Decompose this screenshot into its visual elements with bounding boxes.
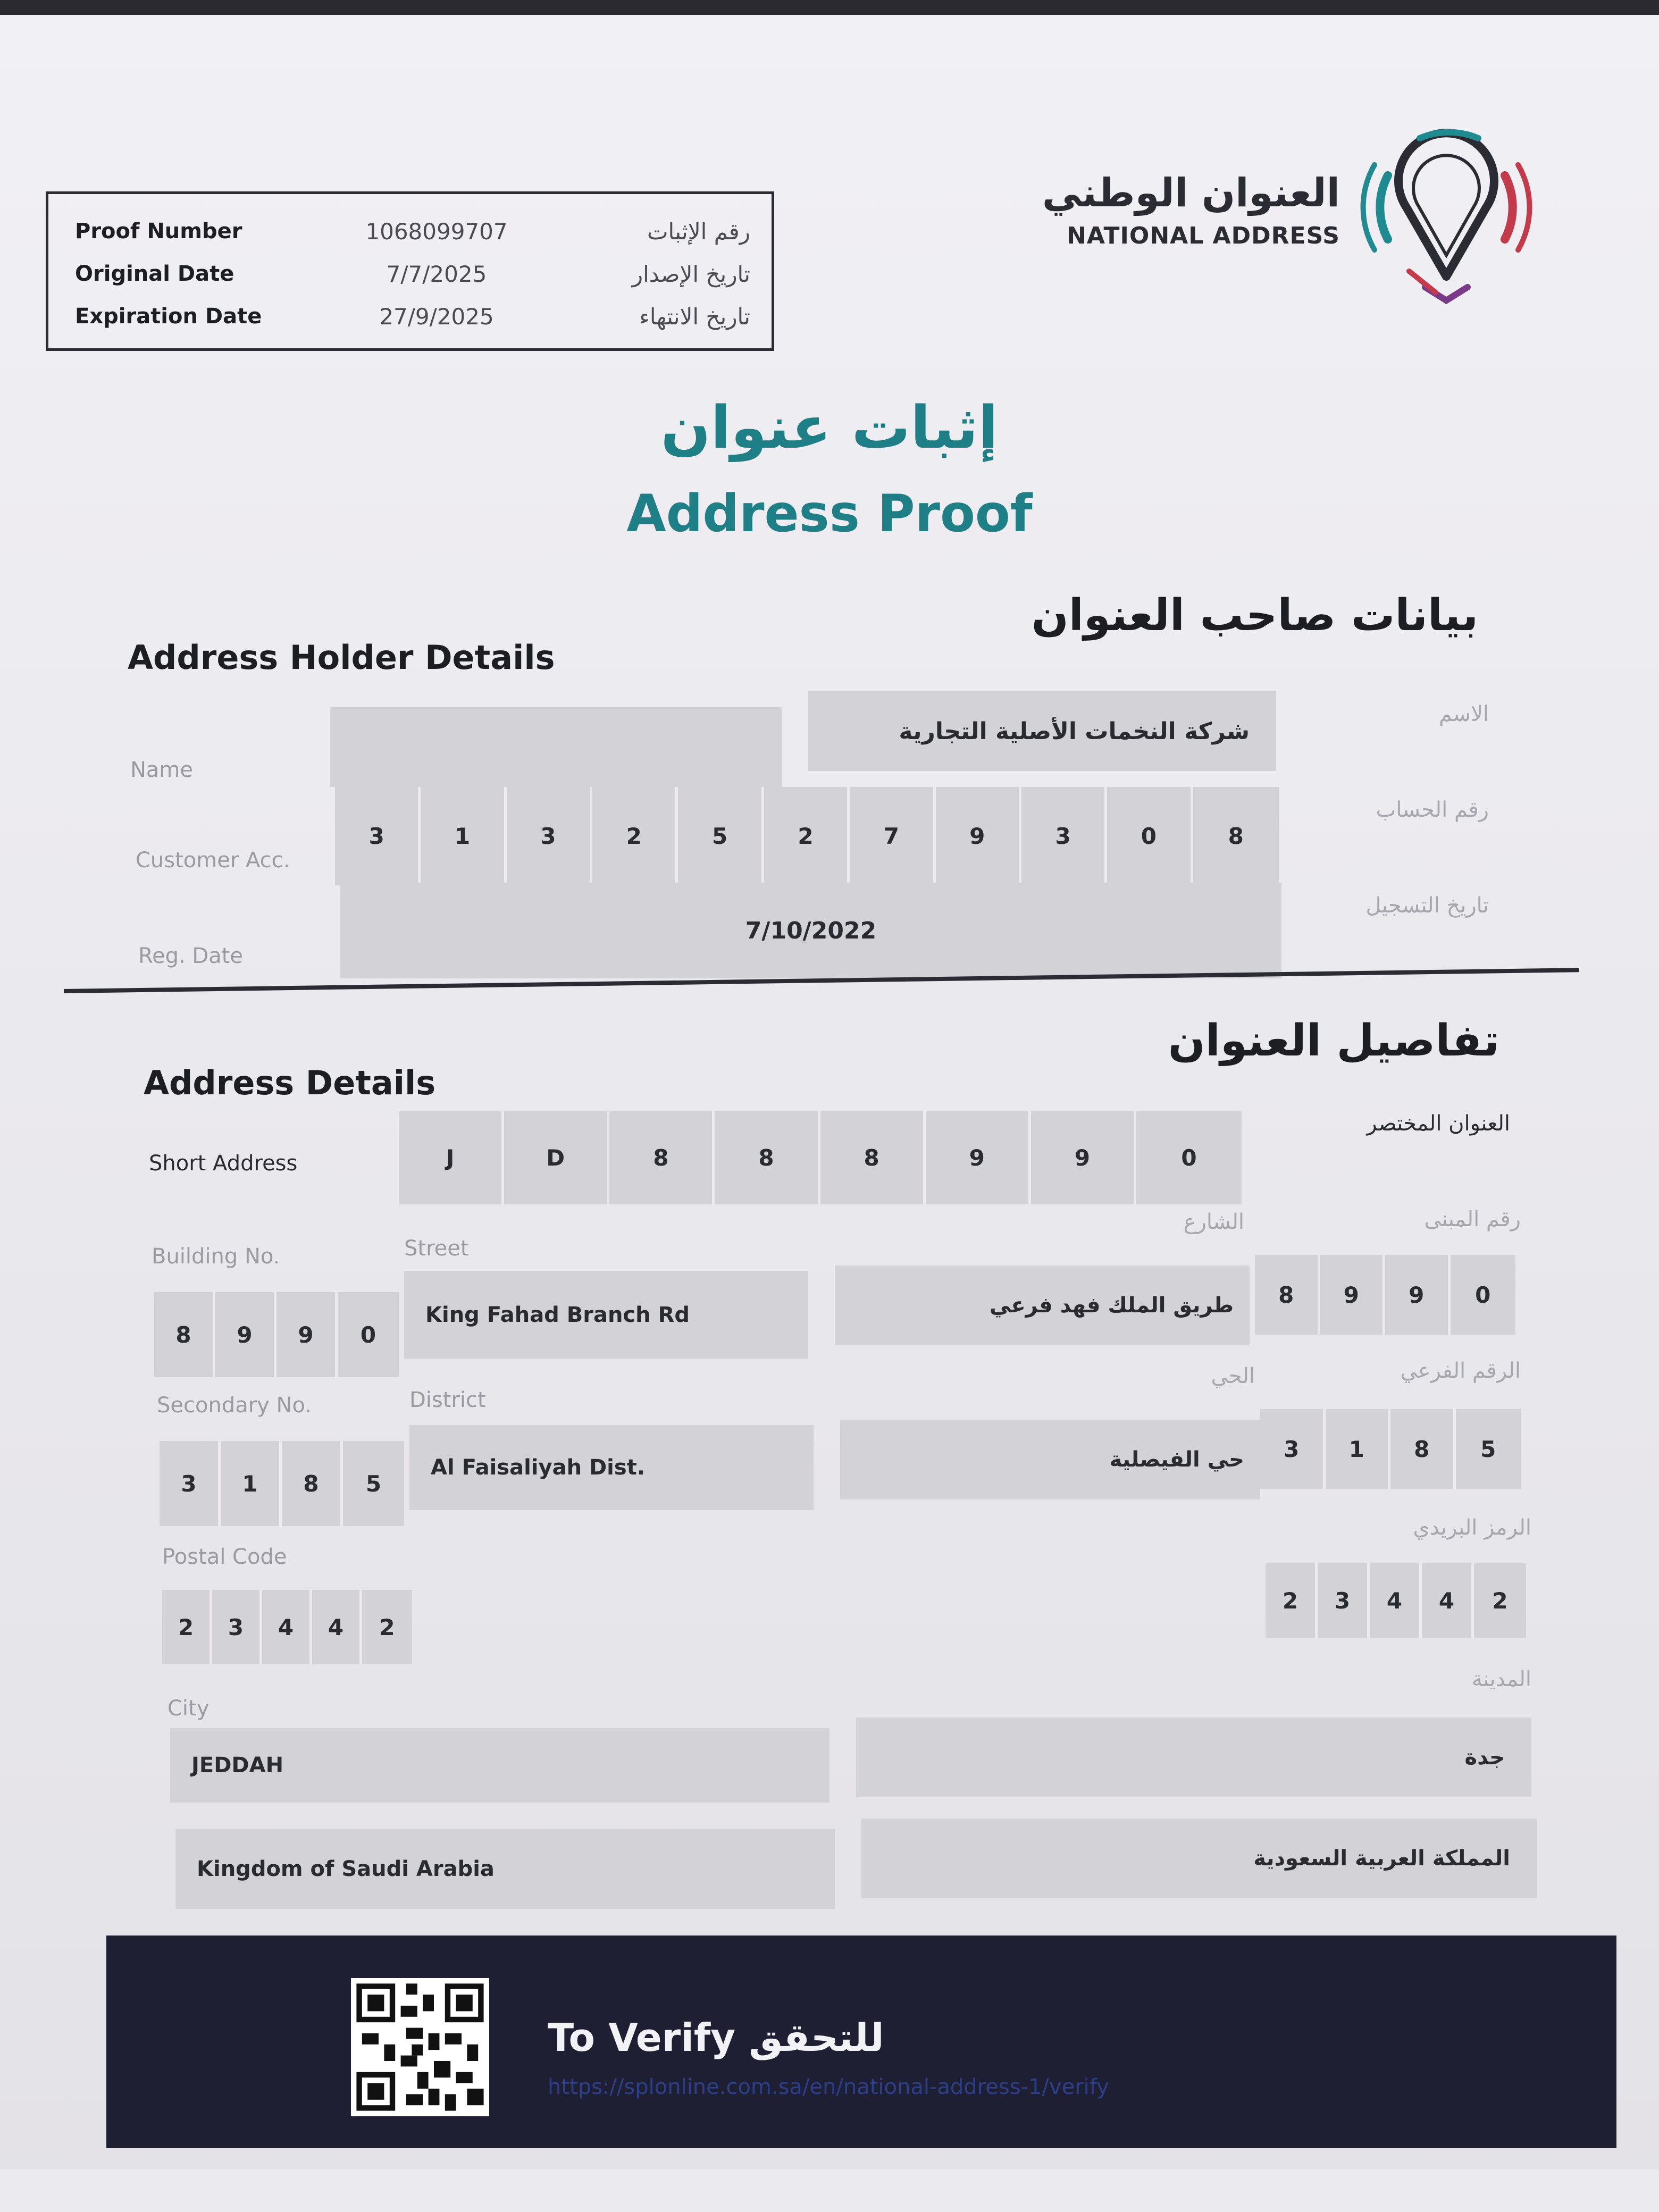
building-label: Building No. (152, 1244, 280, 1269)
digit-box: 3 (1021, 787, 1107, 885)
national-address-logo-icon (1356, 117, 1537, 308)
secondary-label-ar: الرقم الفرعي (1400, 1359, 1521, 1383)
name-field-ar: شركة النخمات الأصلية التجارية (808, 691, 1276, 771)
country-field-en: Kingdom of Saudi Arabia (175, 1829, 835, 1909)
original-date-row (75, 253, 750, 295)
bottom-strip (0, 2169, 1659, 2212)
digit-box: 0 (1451, 1255, 1516, 1335)
expiration-date-row (75, 295, 750, 338)
address-heading-ar: تفاصيل العنوان (1168, 1016, 1499, 1066)
building-number-digits (154, 1292, 399, 1377)
name-label: Name (130, 758, 194, 782)
digit-box: 2 (162, 1590, 212, 1664)
country-field-ar: المملكة العربية السعودية (861, 1819, 1537, 1898)
name-label-ar: الاسم (1438, 702, 1489, 726)
proof-number-label: Proof Number (75, 219, 242, 244)
logo-text-ar: العنوان الوطني (1042, 170, 1340, 216)
district-label: District (409, 1388, 486, 1412)
proof-info-box (46, 191, 774, 351)
city-label-ar: المدينة (1471, 1667, 1531, 1691)
customer-account-label: Customer Acc. (136, 848, 290, 873)
name-field-en (330, 707, 782, 787)
digit-box: 8 (1390, 1409, 1456, 1489)
digit-box: 2 (362, 1590, 412, 1664)
city-label: City (167, 1696, 210, 1721)
digit-box: 3 (212, 1590, 262, 1664)
street-label-ar: الشارع (1183, 1210, 1244, 1234)
holder-heading-en: Address Holder Details (128, 638, 555, 677)
digit-box: 9 (926, 1111, 1031, 1204)
digit-box: 9 (936, 787, 1021, 885)
reg-date-label: Reg. Date (138, 944, 244, 968)
digit-box: 0 (1136, 1111, 1242, 1204)
digit-box: 3 (1260, 1409, 1326, 1489)
digit-box: 2 (592, 787, 678, 885)
street-label: Street (404, 1236, 469, 1261)
city-field-en: JEDDAH (170, 1728, 830, 1803)
verify-link[interactable]: https://splonline.com.sa/en/national-address-1/verify (548, 2075, 1109, 2099)
reg-date-label-ar: تاريخ التسجيل (1365, 893, 1489, 918)
digit-box: 2 (764, 787, 850, 885)
building-number-digits-ar (1255, 1255, 1515, 1335)
digit-box: D (504, 1111, 609, 1204)
digit-box: 1 (221, 1441, 282, 1526)
postal-code-digits (162, 1590, 412, 1664)
digit-box: 5 (343, 1441, 404, 1526)
digit-box: 4 (262, 1590, 312, 1664)
document-title-en: Address Proof (626, 484, 1033, 543)
digit-box: 4 (1422, 1563, 1474, 1638)
address-heading-en: Address Details (144, 1063, 436, 1102)
customer-account-digits (335, 787, 1279, 885)
holder-heading-ar: بيانات صاحب العنوان (1031, 590, 1478, 641)
district-field-ar: حي الفيصلية (840, 1420, 1260, 1499)
digit-box: 2 (1266, 1563, 1318, 1638)
district-field-en: Al Faisaliyah Dist. (409, 1425, 814, 1510)
logo-text-en: NATIONAL ADDRESS (1067, 222, 1340, 249)
digit-box: 8 (609, 1111, 715, 1204)
secondary-number-digits-ar (1260, 1409, 1521, 1489)
digit-box: 8 (715, 1111, 820, 1204)
digit-box: 5 (1456, 1409, 1521, 1489)
proof-number-label-ar: رقم الإثبات (647, 218, 750, 245)
digit-box: 3 (160, 1441, 221, 1526)
digit-box: 0 (1107, 787, 1193, 885)
digit-box: 9 (1031, 1111, 1136, 1204)
expiration-date-value: 27/9/2025 (379, 303, 494, 330)
expiration-date-label: Expiration Date (75, 304, 262, 329)
street-field-ar: طريق الملك فهد فرعي (835, 1266, 1250, 1345)
digit-box: 7 (850, 787, 935, 885)
verify-bar (106, 1936, 1616, 2148)
digit-box: 4 (1370, 1563, 1422, 1638)
digit-box: 5 (678, 787, 764, 885)
digit-box: 9 (1320, 1255, 1386, 1335)
street-field-en: King Fahad Branch Rd (404, 1271, 808, 1359)
digit-box: 2 (1474, 1563, 1526, 1638)
digit-box: 3 (1318, 1563, 1370, 1638)
verify-label: To Verify للتحقق (548, 2015, 884, 2060)
district-label-ar: الحي (1211, 1364, 1255, 1388)
short-address-label: Short Address (149, 1151, 298, 1176)
digit-box: J (399, 1111, 504, 1204)
proof-number-row (75, 210, 750, 253)
digit-box: 8 (1193, 787, 1279, 885)
digit-box: 9 (1385, 1255, 1451, 1335)
reg-date-field: 7/10/2022 (340, 883, 1281, 978)
customer-account-label-ar: رقم الحساب (1376, 798, 1489, 822)
digit-box: 4 (312, 1590, 362, 1664)
digit-box: 3 (507, 787, 592, 885)
photo-edge (0, 0, 1659, 15)
original-date-value: 7/7/2025 (386, 261, 487, 287)
document-title-ar: إثبات عنوان (660, 393, 999, 462)
digit-box: 8 (1255, 1255, 1320, 1335)
digit-box: 9 (215, 1292, 276, 1377)
secondary-label: Secondary No. (157, 1393, 312, 1418)
original-date-label-ar: تاريخ الإصدار (632, 261, 750, 287)
proof-number-value: 1068099707 (365, 218, 508, 245)
building-label-ar: رقم المبنى (1424, 1207, 1521, 1231)
postal-code-label: Postal Code (162, 1545, 287, 1569)
digit-box: 8 (282, 1441, 343, 1526)
digit-box: 0 (338, 1292, 399, 1377)
expiration-date-label-ar: تاريخ الانتهاء (639, 303, 750, 330)
qr-code-icon[interactable] (351, 1978, 489, 2116)
digit-box: 8 (820, 1111, 926, 1204)
short-address-chars (399, 1111, 1242, 1204)
secondary-number-digits (160, 1441, 404, 1526)
digit-box: 8 (154, 1292, 215, 1377)
digit-box: 1 (1326, 1409, 1391, 1489)
postal-code-label-ar: الرمز البريدي (1413, 1515, 1531, 1540)
original-date-label: Original Date (75, 262, 234, 286)
digit-box: 1 (421, 787, 506, 885)
digit-box: 9 (276, 1292, 338, 1377)
digit-box: 3 (335, 787, 421, 885)
postal-code-digits-ar (1266, 1563, 1526, 1638)
city-field-ar: جدة (856, 1717, 1531, 1797)
short-address-label-ar: العنوان المختصر (1367, 1111, 1510, 1136)
